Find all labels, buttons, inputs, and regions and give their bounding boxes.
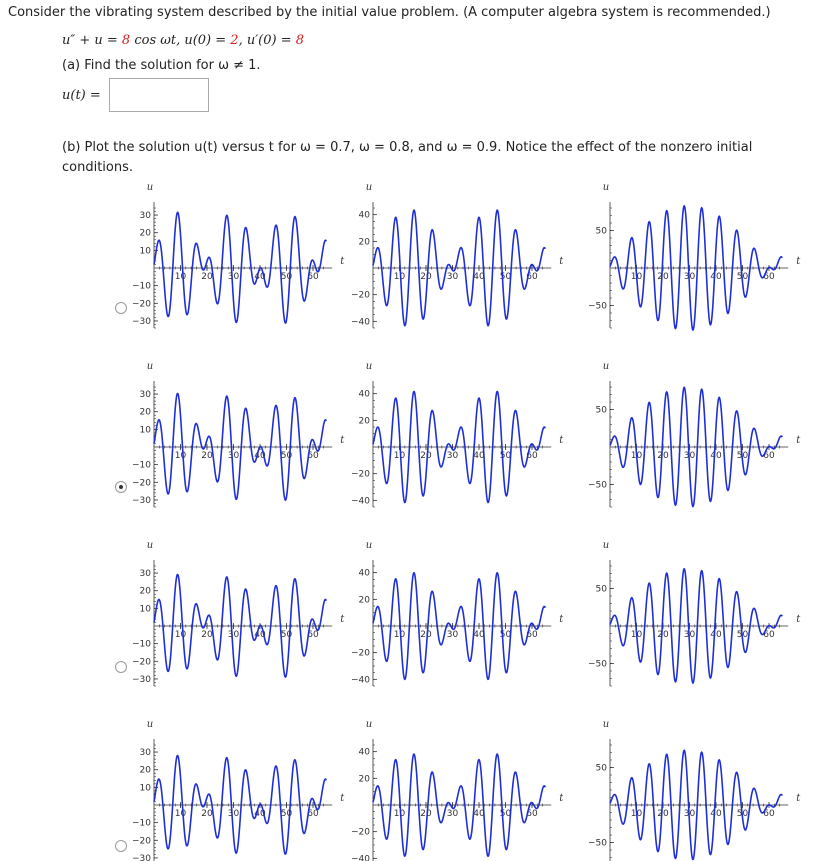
y-tick-label: 30 <box>139 390 151 401</box>
x-tick-label: 40 <box>254 272 266 282</box>
x-tick-label: 40 <box>254 809 266 819</box>
y-tick-label: −30 <box>132 853 151 861</box>
y-tick-label: 10 <box>139 246 151 257</box>
y-tick-label: 20 <box>139 765 151 776</box>
y-tick-label: −10 <box>132 281 151 292</box>
x-tick-label: 40 <box>473 809 485 819</box>
x-tick-label: 60 <box>526 630 538 640</box>
x-tick-label: 30 <box>227 451 240 461</box>
x-tick-label: 30 <box>683 809 696 819</box>
ode-separator: , u′(0) = <box>238 33 296 48</box>
y-axis-label: u <box>146 719 154 730</box>
solution-plot-12 <box>570 719 801 853</box>
x-tick-label: 40 <box>473 272 485 282</box>
x-axis-label: t <box>559 256 564 267</box>
x-tick-label: 20 <box>420 630 432 640</box>
x-tick-label: 10 <box>174 272 187 282</box>
y-tick-label: −20 <box>351 648 370 659</box>
solution-plot-7 <box>114 540 345 685</box>
x-tick-label: 50 <box>736 272 749 282</box>
x-tick-label: 20 <box>201 809 213 819</box>
x-axis-label: t <box>340 614 345 625</box>
y-tick-label: 30 <box>139 569 151 580</box>
x-tick-label: 60 <box>763 451 775 461</box>
solution-plot-5 <box>333 361 564 507</box>
y-tick-label: −20 <box>351 827 370 838</box>
answer-label: u(t) = <box>62 88 101 103</box>
x-tick-label: 30 <box>683 451 696 461</box>
y-tick-label: −50 <box>588 838 607 849</box>
x-tick-label: 40 <box>710 272 722 282</box>
ode-lhs: u″ + u = <box>62 33 122 48</box>
answer-input[interactable] <box>109 78 209 112</box>
x-tick-label: 20 <box>201 272 213 282</box>
y-axis-label: u <box>146 540 154 551</box>
y-tick-label: 20 <box>139 228 151 239</box>
y-tick-label: −20 <box>132 836 151 847</box>
x-tick-label: 50 <box>280 451 293 461</box>
y-tick-label: 50 <box>595 226 607 237</box>
y-tick-label: −50 <box>588 480 607 491</box>
x-tick-label: 60 <box>307 272 319 282</box>
x-tick-label: 20 <box>201 630 213 640</box>
x-tick-label: 30 <box>446 272 459 282</box>
x-tick-label: 30 <box>446 630 459 640</box>
y-tick-label: −20 <box>132 299 151 310</box>
part-a-prompt: (a) Find the solution for ω ≠ 1. <box>62 58 261 73</box>
y-axis-label: u <box>602 182 610 193</box>
solution-plot-9 <box>570 540 801 674</box>
y-tick-label: −40 <box>351 675 370 686</box>
x-axis-label: t <box>796 256 801 267</box>
x-tick-label: 30 <box>683 272 696 282</box>
y-axis-label: u <box>602 719 610 730</box>
y-axis-label: u <box>365 719 373 730</box>
y-tick-label: −20 <box>351 290 370 301</box>
solution-plot-6 <box>570 361 801 495</box>
x-tick-label: 40 <box>710 451 722 461</box>
x-tick-label: 10 <box>174 809 187 819</box>
y-tick-label: 30 <box>139 748 151 759</box>
y-tick-label: 10 <box>139 425 151 436</box>
y-tick-label: −20 <box>351 469 370 480</box>
x-tick-label: 50 <box>280 272 293 282</box>
y-tick-label: 20 <box>139 407 151 418</box>
x-tick-label: 50 <box>499 630 512 640</box>
ode-rhs: cos ωt, u(0) = <box>130 33 231 48</box>
x-tick-label: 40 <box>710 630 722 640</box>
y-tick-label: 50 <box>595 405 607 416</box>
y-tick-label: 50 <box>595 584 607 595</box>
y-axis-label: u <box>602 361 610 372</box>
x-tick-label: 30 <box>683 630 696 640</box>
solution-plot-10 <box>114 719 345 861</box>
x-tick-label: 10 <box>393 630 406 640</box>
x-tick-label: 50 <box>499 451 512 461</box>
x-tick-label: 10 <box>630 630 643 640</box>
y-tick-label: −10 <box>132 639 151 650</box>
y-axis-label: u <box>602 540 610 551</box>
initial-value-problem <box>62 33 304 48</box>
solution-plot-8 <box>333 540 564 686</box>
x-axis-label: t <box>796 614 801 625</box>
y-tick-label: −20 <box>132 657 151 668</box>
x-tick-label: 20 <box>420 809 432 819</box>
y-axis-label: u <box>146 361 154 372</box>
x-axis-label: t <box>340 435 345 446</box>
y-tick-label: −10 <box>132 460 151 471</box>
y-tick-label: −40 <box>351 854 370 861</box>
part-b-prompt: (b) Plot the solution u(t) versus t for ω = 0.7, ω = 0.8, and ω = 0.9. Notice the effect of the nonzero initial <box>62 140 753 155</box>
y-tick-label: 20 <box>139 586 151 597</box>
x-tick-label: 20 <box>657 630 669 640</box>
x-tick-label: 30 <box>446 809 459 819</box>
x-tick-label: 60 <box>307 451 319 461</box>
y-tick-label: 50 <box>595 763 607 774</box>
y-tick-label: 20 <box>358 237 370 248</box>
y-tick-label: 10 <box>139 783 151 794</box>
x-tick-label: 60 <box>526 451 538 461</box>
y-tick-label: 20 <box>358 595 370 606</box>
y-tick-label: −30 <box>132 495 151 506</box>
x-tick-label: 20 <box>657 272 669 282</box>
x-tick-label: 10 <box>630 272 643 282</box>
y-axis-label: u <box>365 182 373 193</box>
x-tick-label: 30 <box>446 451 459 461</box>
x-tick-label: 60 <box>307 809 319 819</box>
x-tick-label: 50 <box>499 809 512 819</box>
y-tick-label: −50 <box>588 301 607 312</box>
initial-velocity: 8 <box>295 33 305 48</box>
y-tick-label: −30 <box>132 674 151 685</box>
x-axis-label: t <box>340 793 345 804</box>
x-tick-label: 10 <box>393 451 406 461</box>
x-tick-label: 10 <box>393 272 406 282</box>
initial-position: 2 <box>230 33 239 48</box>
y-tick-label: −40 <box>351 496 370 507</box>
solution-plot-11 <box>333 719 564 861</box>
x-tick-label: 40 <box>473 630 485 640</box>
x-tick-label: 20 <box>657 809 669 819</box>
x-tick-label: 20 <box>201 451 213 461</box>
x-tick-label: 60 <box>763 630 775 640</box>
x-tick-label: 10 <box>630 451 643 461</box>
y-tick-label: 40 <box>358 210 370 221</box>
part-b-prompt-continued: conditions. <box>62 160 134 175</box>
y-tick-label: −50 <box>588 659 607 670</box>
solution-plot-3 <box>570 182 801 316</box>
x-tick-label: 20 <box>657 451 669 461</box>
x-tick-label: 50 <box>280 809 293 819</box>
solution-plot-1 <box>114 182 345 327</box>
x-axis-label: t <box>796 793 801 804</box>
x-tick-label: 10 <box>174 630 187 640</box>
y-tick-label: 20 <box>358 416 370 427</box>
x-tick-label: 50 <box>736 809 749 819</box>
x-tick-label: 60 <box>307 630 319 640</box>
x-axis-label: t <box>559 614 564 625</box>
x-tick-label: 60 <box>526 272 538 282</box>
x-tick-label: 50 <box>280 630 293 640</box>
y-tick-label: −40 <box>351 317 370 328</box>
y-tick-label: −10 <box>132 818 151 829</box>
x-tick-label: 10 <box>393 809 406 819</box>
y-tick-label: 10 <box>139 604 151 615</box>
x-tick-label: 50 <box>499 272 512 282</box>
ode-coefficient: 8 <box>121 33 131 48</box>
x-tick-label: 60 <box>763 809 775 819</box>
x-axis-label: t <box>559 435 564 446</box>
x-axis-label: t <box>796 435 801 446</box>
x-tick-label: 50 <box>736 451 749 461</box>
x-tick-label: 40 <box>254 451 266 461</box>
x-tick-label: 30 <box>227 272 240 282</box>
solution-plot-4 <box>114 361 345 506</box>
x-tick-label: 60 <box>526 809 538 819</box>
y-tick-label: 40 <box>358 747 370 758</box>
y-axis-label: u <box>365 361 373 372</box>
x-tick-label: 40 <box>254 630 266 640</box>
x-axis-label: t <box>340 256 345 267</box>
y-tick-label: −20 <box>132 478 151 489</box>
y-axis-label: u <box>146 182 154 193</box>
x-tick-label: 50 <box>736 630 749 640</box>
x-tick-label: 40 <box>710 809 722 819</box>
x-tick-label: 20 <box>420 272 432 282</box>
x-tick-label: 60 <box>763 272 775 282</box>
solution-plot-2 <box>333 182 564 328</box>
x-axis-label: t <box>559 793 564 804</box>
y-tick-label: 40 <box>358 389 370 400</box>
y-tick-label: −30 <box>132 316 151 327</box>
x-tick-label: 30 <box>227 630 240 640</box>
y-tick-label: 20 <box>358 774 370 785</box>
x-tick-label: 10 <box>174 451 187 461</box>
x-tick-label: 20 <box>420 451 432 461</box>
x-tick-label: 30 <box>227 809 240 819</box>
y-tick-label: 30 <box>139 211 151 222</box>
x-tick-label: 40 <box>473 451 485 461</box>
y-axis-label: u <box>365 540 373 551</box>
y-tick-label: 40 <box>358 568 370 579</box>
x-tick-label: 10 <box>630 809 643 819</box>
problem-statement: Consider the vibrating system described by the initial value problem. (A computer algebra system is recommended.) <box>8 5 771 20</box>
